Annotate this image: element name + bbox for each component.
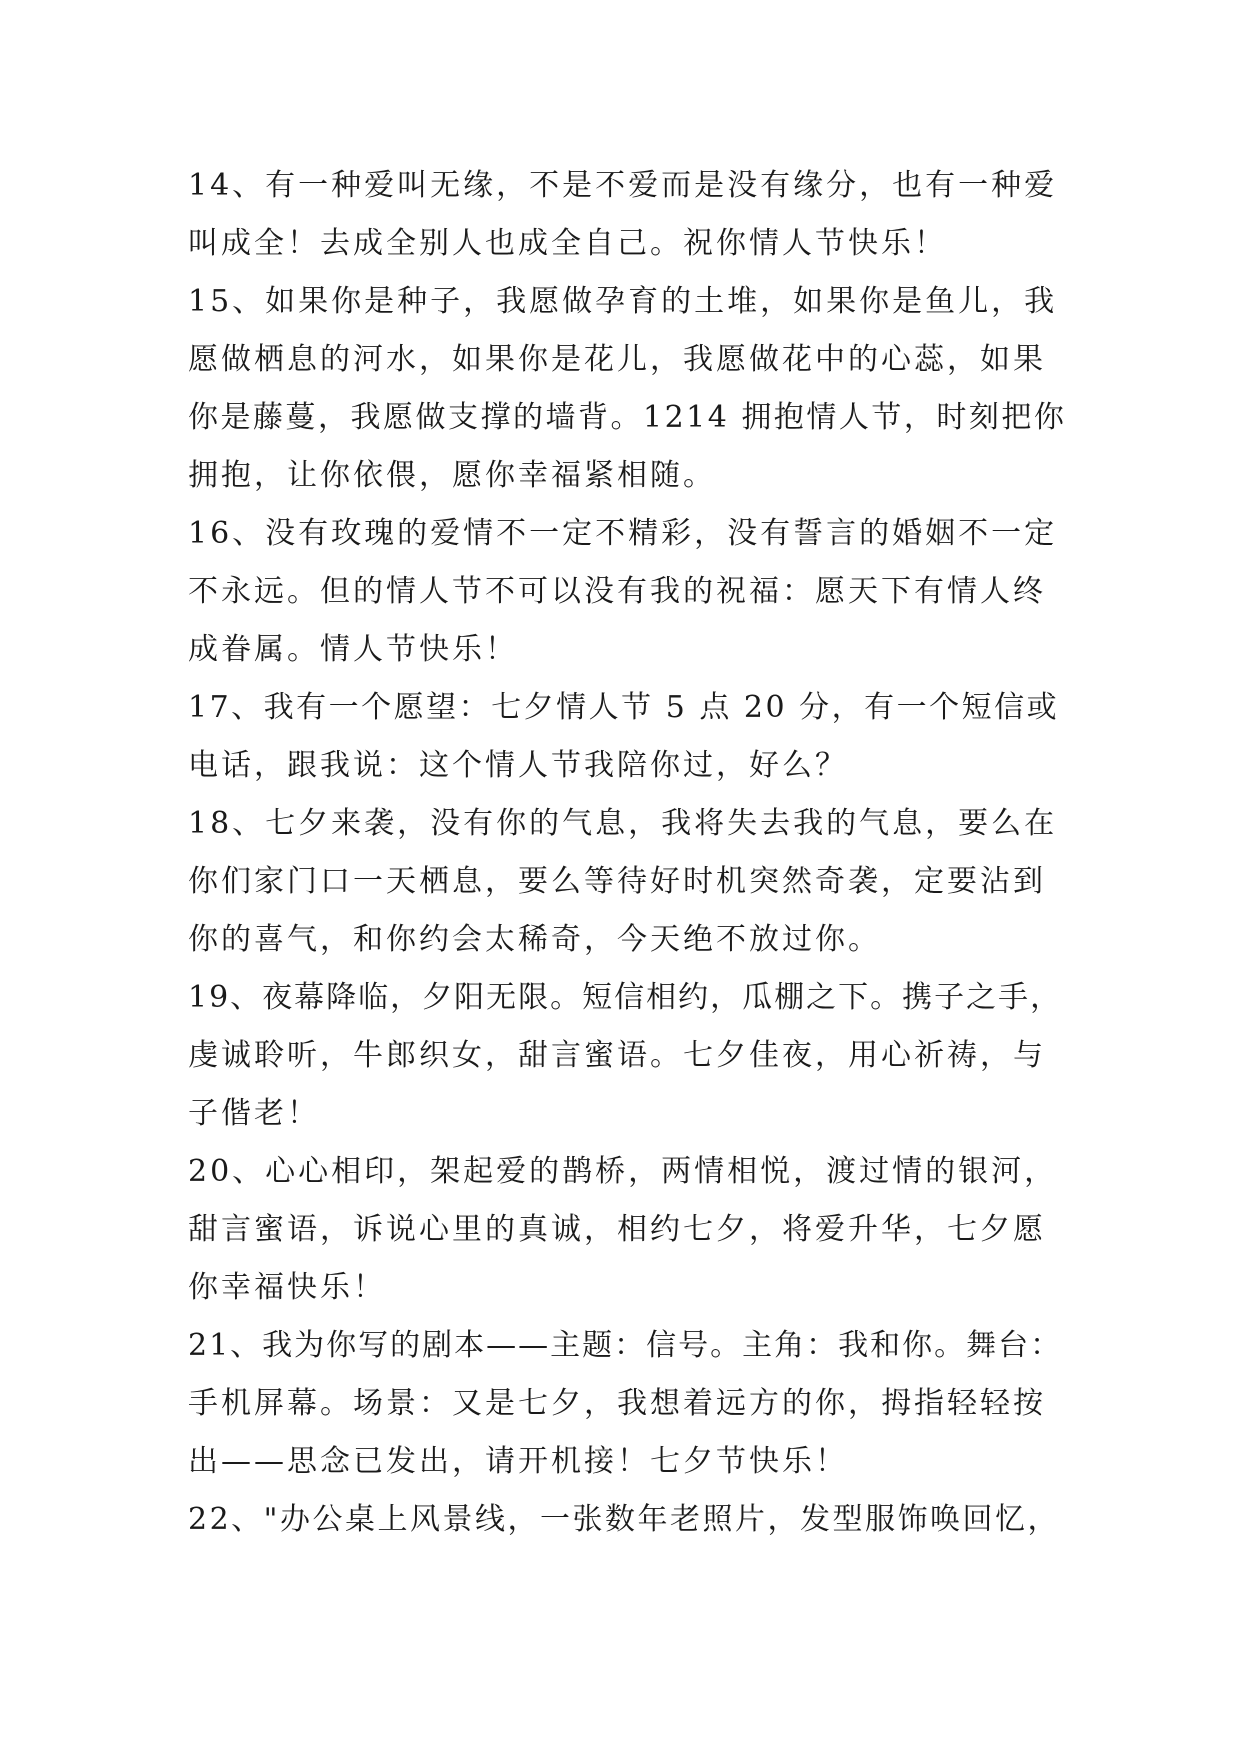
text-line: 20、心心相印，架起爱的鹊桥，两情相悦，渡过情的银河， (188, 1154, 1058, 1189)
text-line: 甜言蜜语，诉说心里的真诚，相约七夕，将爱升华，七夕愿 (188, 1212, 1046, 1247)
text-line: 你的喜气，和你约会太稀奇，今天绝不放过你。 (188, 922, 881, 957)
entry-20 (188, 1143, 1068, 1317)
text-line: 你是藤蔓，我愿做支撑的墙背。1214 拥抱情人节，时刻把你 (188, 400, 1067, 435)
text-line: 成眷属。情人节快乐！ (188, 632, 518, 667)
entry-14 (188, 157, 1068, 273)
entry-19 (188, 969, 1068, 1143)
text-line: 18、七夕来袭，没有你的气息，我将失去我的气息，要么在 (188, 806, 1058, 841)
entry-22 (188, 1491, 1068, 1549)
text-line: 你幸福快乐！ (188, 1270, 386, 1305)
entry-15 (188, 273, 1068, 505)
text-line: 出——思念已发出，请开机接！七夕节快乐！ (188, 1444, 848, 1479)
text-line: 21、我为你写的剧本——主题：信号。主角：我和你。舞台： (188, 1328, 1063, 1363)
text-line: 19、夜幕降临，夕阳无限。短信相约，瓜棚之下。携子之手， (188, 980, 1063, 1015)
entry-18 (188, 795, 1068, 969)
text-line: 16、没有玫瑰的爱情不一定不精彩，没有誓言的婚姻不一定 (188, 516, 1058, 551)
text-line: 虔诚聆听，牛郎织女，甜言蜜语。七夕佳夜，用心祈祷，与 (188, 1038, 1046, 1073)
text-line: 你们家门口一天栖息，要么等待好时机突然奇袭，定要沾到 (188, 864, 1046, 899)
text-line: 电话，跟我说：这个情人节我陪你过，好么？ (188, 748, 848, 783)
text-line: 愿做栖息的河水，如果你是花儿，我愿做花中的心蕊，如果 (188, 342, 1046, 377)
text-line: 15、如果你是种子，我愿做孕育的土堆，如果你是鱼儿，我 (188, 284, 1058, 319)
entry-17 (188, 679, 1068, 795)
text-line: 不永远。但的情人节不可以没有我的祝福：愿天下有情人终 (188, 574, 1046, 609)
text-line: 手机屏幕。场景：又是七夕，我想着远方的你，拇指轻轻按 (188, 1386, 1046, 1421)
text-line: 22、"办公桌上风景线，一张数年老照片，发型服饰唤回忆， (188, 1502, 1060, 1537)
text-line: 子偕老！ (188, 1096, 320, 1131)
text-line: 14、有一种爱叫无缘，不是不爱而是没有缘分，也有一种爱 (188, 168, 1058, 203)
text-line: 17、我有一个愿望：七夕情人节 5 点 20 分，有一个短信或 (188, 690, 1060, 725)
entry-21 (188, 1317, 1068, 1491)
text-line: 拥抱，让你依偎，愿你幸福紧相随。 (188, 458, 716, 493)
entry-16 (188, 505, 1068, 679)
text-line: 叫成全！去成全别人也成全自己。祝你情人节快乐！ (188, 226, 947, 261)
document-body (188, 157, 1068, 1549)
